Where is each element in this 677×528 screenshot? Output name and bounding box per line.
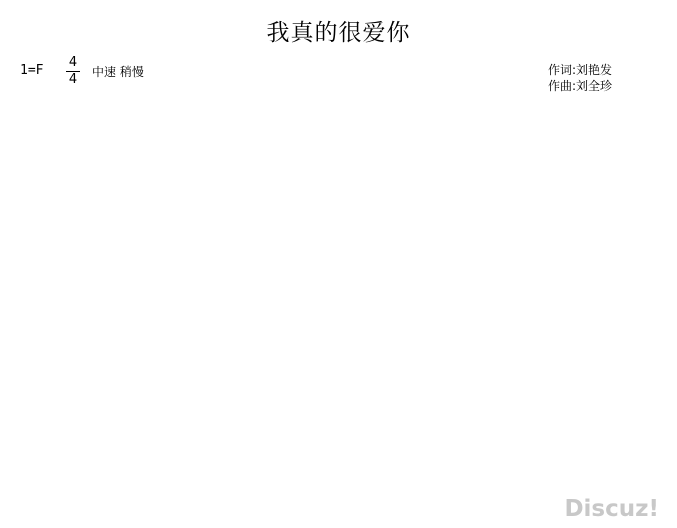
tempo-marking: 中速 稍慢 [92,65,144,79]
credits [548,62,612,94]
lyricist-credit: 作词:刘艳发 [548,63,613,77]
time-bottom: 4 [68,72,78,87]
stave-2 [20,160,660,198]
stave-4 [20,350,660,388]
time-signature [66,56,80,87]
watermark: Discuz! [564,496,659,522]
time-top: 4 [68,55,78,70]
stave-5 [20,445,660,483]
composer-credit: 作曲:刘全珍 [548,79,613,93]
key-signature: 1=F [20,63,44,78]
stave-1 [20,112,660,150]
stave-3 [20,255,660,293]
score-title: 我真的很爱你 [266,20,411,46]
